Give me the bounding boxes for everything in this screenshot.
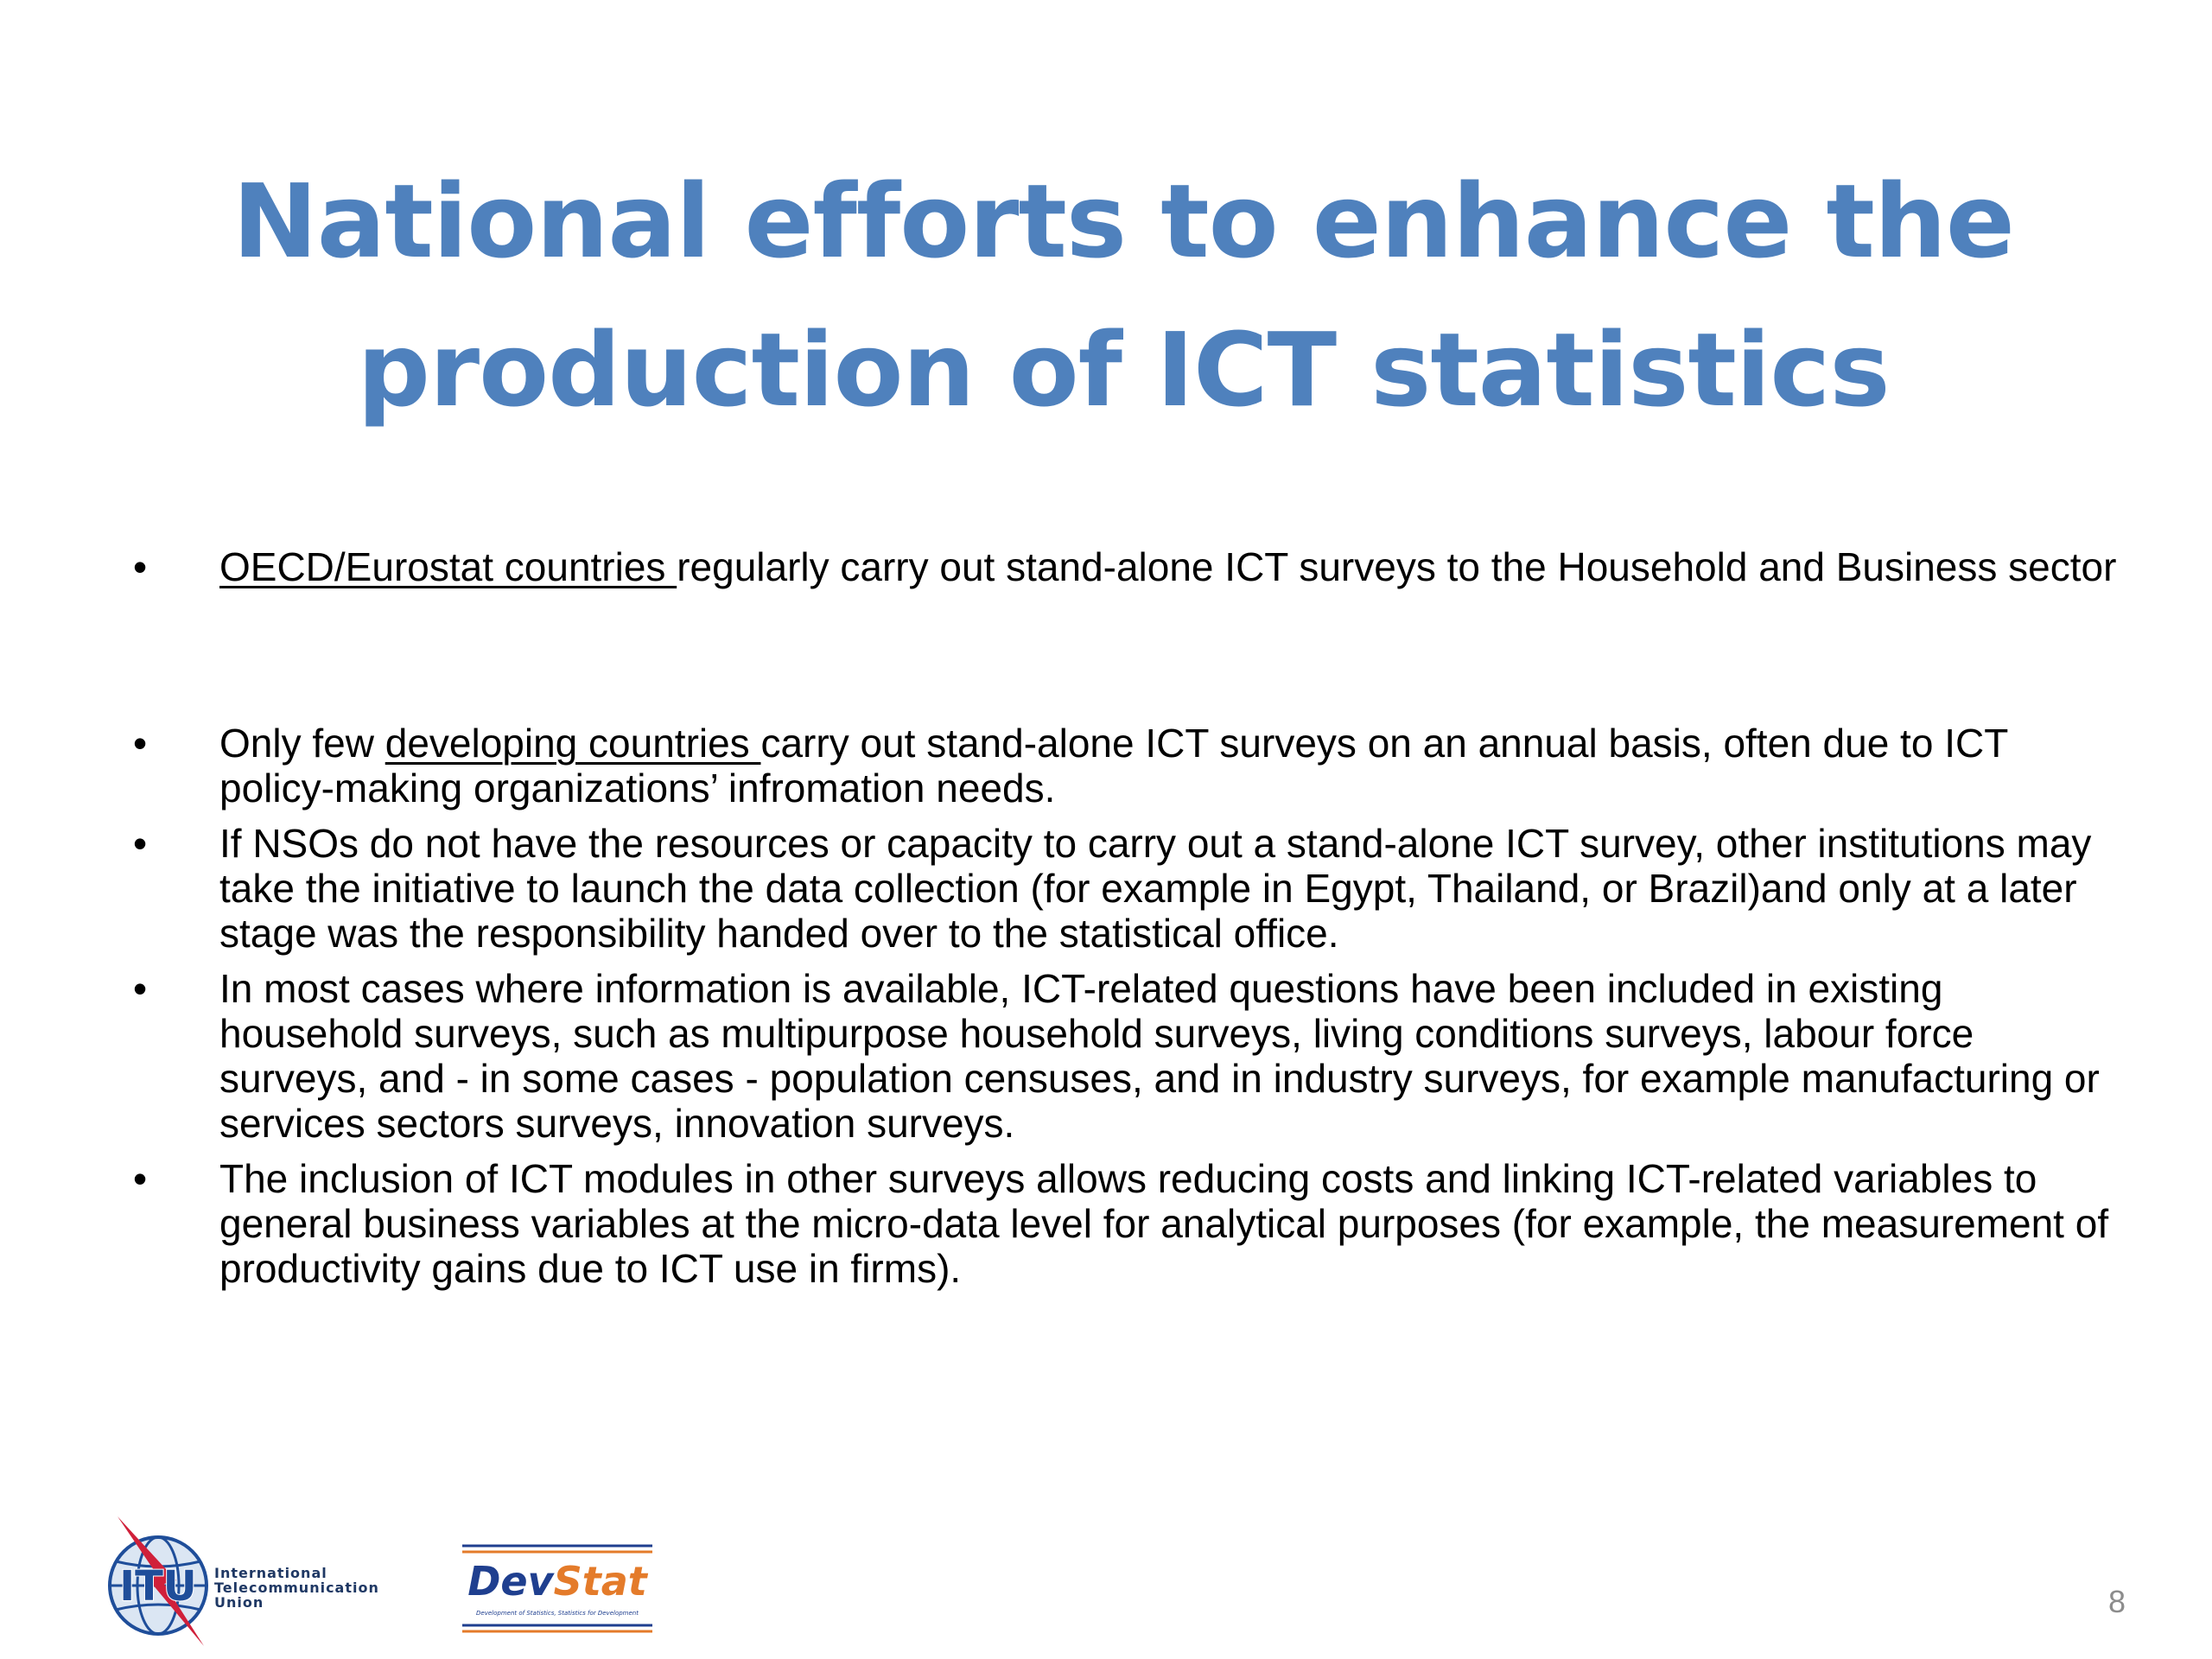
- bullet-dot: •: [133, 966, 148, 1011]
- bullet-text: regularly carry out stand-alone ICT surveys to the Household and Business sector: [677, 544, 2117, 589]
- devstat-dev: Dev: [467, 1558, 554, 1605]
- bullet-text: If NSOs do not have the resources or capacity to carry out a stand-alone ICT survey, other institutions may take the initiative to launch the data collection (for example in Egypt, Thailand, or Brazil)and only at a later stage was the responsibility handed over to the statistical office.: [219, 821, 2092, 956]
- bullet-text: carry out stand-alone ICT surveys on an annual basis, often due to ICT policy-making organizations’ infromation needs.: [219, 721, 2008, 810]
- itu-line-3: Union: [214, 1594, 264, 1611]
- slide-title: [173, 147, 2074, 444]
- title-line-2: production of ICT statistics: [357, 310, 1890, 429]
- bullet-dot: •: [133, 544, 148, 589]
- bullet-item: [130, 1156, 2117, 1291]
- itu-mark: ITU: [119, 1562, 197, 1611]
- bullet-dot: •: [133, 821, 148, 866]
- devstat-wordmark: [458, 1560, 657, 1603]
- bullet-text: In most cases where information is available, ICT-related questions have been included in existing household surveys, such as multipurpose household surveys, living conditions surveys, labour force surveys, and - in some cases - population censuses, and in industry surveys, for example manufacturing or services sectors surveys, innovation surveys.: [219, 966, 2100, 1146]
- bullet-item: [130, 721, 2117, 810]
- itu-line-1: International: [214, 1565, 327, 1581]
- page-number: 8: [2107, 1584, 2126, 1619]
- itu-globe-icon: [102, 1516, 214, 1646]
- bullet-text: The inclusion of ICT modules in other surveys allows reducing costs and linking ICT-related variables to general business variables at the micro-data level for analytical purposes (for example, the measurement of productivity gains due to ICT use in firms).: [219, 1156, 2109, 1291]
- bullet-list: [130, 544, 2117, 1291]
- bullet-dot: •: [133, 721, 148, 766]
- bullet-item: [130, 821, 2117, 956]
- bullet-prefix: Only few: [219, 721, 385, 766]
- devstat-logo: [458, 1542, 657, 1637]
- bullet-item: [130, 966, 2117, 1146]
- underlined-term: OECD/Eurostat countries: [219, 544, 677, 589]
- bullet-dot: •: [133, 1156, 148, 1201]
- devstat-tagline: Development of Statistics, Statistics for Development: [476, 1610, 639, 1617]
- bullet-item: [130, 544, 2117, 589]
- title-line-1: National efforts to enhance the: [232, 162, 2014, 281]
- itu-line-2: Telecommunication: [214, 1580, 379, 1596]
- underlined-term: developing countries: [385, 721, 761, 766]
- devstat-stat: Stat: [553, 1558, 647, 1605]
- itu-wordmark: [214, 1566, 379, 1610]
